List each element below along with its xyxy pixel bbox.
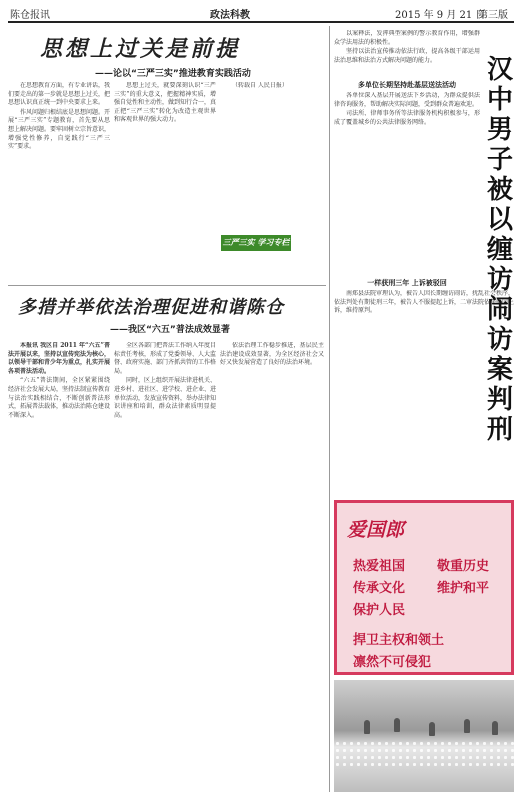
article2-paragraph: 依法治理工作稳步推进，基层民主法治建设成效显著，为全区经济社会又好又快发展营造了良好的法治环境。: [220, 342, 324, 367]
side-headline-char: 中: [486, 85, 513, 115]
right-col-text: [334, 30, 480, 70]
side-headline-char: 男: [486, 115, 513, 145]
article1-paragraph: 在思想教育方面，有专业讲话，我们要走出的第一步就是思想上过关，把思想认识真正统一到中央要求上来。: [8, 82, 110, 107]
issue-date: 2015 年 9 月 21 日: [395, 10, 486, 21]
column-divider: [329, 26, 330, 792]
side-headline-char: 被: [486, 175, 513, 205]
side-headline-char: 访: [486, 265, 513, 295]
article2-col3: [220, 342, 324, 792]
article2-paragraph: 同时，区上组织开展法律进机关、进乡村、进社区、进学校、进企业、进单位活动，发放宣传资料，举办法律知识讲座和培训，群众法律素质明显提高。: [114, 377, 216, 419]
section-name: 政法科教: [210, 10, 250, 21]
poster-slogan: 捍卫主权和领土: [353, 633, 445, 648]
poster-slogan: 保护人民: [353, 603, 406, 618]
study-column-badge: 三严三实 学习专栏: [221, 235, 291, 251]
side-headline-char: 刑: [486, 415, 513, 445]
article1-source: （转载自 人民日报）: [232, 82, 288, 89]
patriotism-poster: [334, 500, 514, 675]
side-headline-char: 判: [486, 385, 513, 415]
page-number: 第三版: [478, 10, 508, 21]
right-col-text-2: [334, 92, 480, 270]
person-figure: [429, 722, 435, 736]
side-headline-char: 以: [486, 205, 513, 235]
divider: [8, 285, 326, 286]
article1-subtitle: ——论以“三严三实”推进教育实践活动: [95, 69, 251, 79]
article2-byline: 本报讯 我区自 2011 年“六五”普法开展以来，坚持以宣传宪法为核心，以领导干部和青少年为重点，扎实开展各项普法活动。: [8, 342, 110, 375]
side-headline-char: 汉: [486, 55, 513, 85]
person-figure: [492, 721, 498, 735]
person-figure: [364, 720, 370, 734]
right-paragraph: 坚持以法治宣传推动依法行政，提高各级干部运用法治思维和法治方式解决问题的能力。: [334, 48, 480, 64]
crowd-pattern: [334, 740, 514, 770]
side-headline-char: 子: [486, 145, 513, 175]
right-heading-2: 一样获刑三年 上诉被驳回: [367, 279, 447, 287]
header-rule: [8, 21, 514, 23]
right-paragraph: 以案释法，发挥典型案例的警示教育作用，增强群众学法用法的积极性。: [334, 30, 480, 46]
right-heading-1: 多单位长期坚持赴基层送法活动: [358, 81, 456, 89]
right-paragraph: 司法所、律师事务所等法律服务机构积极参与，形成了覆盖城乡的公共法律服务网络。: [334, 110, 480, 126]
poster-slogan: 维护和平: [437, 581, 490, 596]
poster-slogan: 凛然不可侵犯: [353, 655, 432, 670]
article2-col1: [8, 342, 110, 792]
article1-paragraph: 思想上过关，就要深刻认识“三严三实”的重大意义，把握精神实质，增强自觉性和主动性，做到知行合一，真正把“三严三实”转化为改造主观世界和客观世界的强大动力。: [114, 82, 216, 124]
side-headline-char: 访: [486, 325, 513, 355]
article1-title: 思想上过关是前提: [40, 37, 241, 62]
article2-col2: [114, 342, 216, 792]
article1-col3: [220, 82, 324, 232]
poster-slogan: 热爱祖国: [353, 559, 406, 574]
page-header: [0, 0, 522, 24]
side-headline-char: 案: [486, 355, 513, 385]
poster-title: 爱国郎: [347, 519, 405, 541]
person-figure: [394, 718, 400, 732]
side-headline-char: 闹: [486, 295, 513, 325]
poster-slogan: 传承文化: [353, 581, 406, 596]
person-figure: [464, 719, 470, 733]
right-paragraph: 各单位深入基层开展送法下乡活动，为群众提供法律咨询服务，帮助解决实际问题，受到群众普遍欢迎。: [334, 92, 480, 108]
article1-col1: [8, 82, 110, 378]
side-headline: [483, 55, 517, 445]
news-photo: [334, 680, 514, 792]
article2-subtitle: ——我区“六五”普法成效显著: [110, 325, 230, 335]
article2-title: 多措并举依法治理促进和谐陈仓: [18, 297, 284, 318]
article2-paragraph: “六五”普法期间，全区紧紧围绕经济社会发展大局，坚持法制宣传教育与法治实践相结合，不断创新普法形式，拓展普法载体，推动法治陈仓建设不断深入。: [8, 377, 110, 419]
poster-slogan: 敬重历史: [437, 559, 490, 574]
article1-paragraph: 作风问题归根结底是思想问题。开展“三严三实”专题教育，首先要从思想上解决问题。要牢固树立宗旨意识，增强党性修养，自觉践行“三严三实”要求。: [8, 108, 110, 151]
right-paragraph: 南郑县法院审理认为，被告人因长期缠访闹访，扰乱社会秩序，依法判处有期徒刑三年，被告人不服提起上诉，二审法院依法驳回上诉，维持原判。: [334, 290, 514, 315]
article2-paragraph: 全区各部门把普法工作纳入年度目标责任考核，形成了党委领导、人大监督、政府实施、部门齐抓共管的工作格局。: [114, 342, 216, 375]
side-headline-char: 缠: [486, 235, 513, 265]
paper-name: 陈仓报讯: [10, 10, 50, 21]
